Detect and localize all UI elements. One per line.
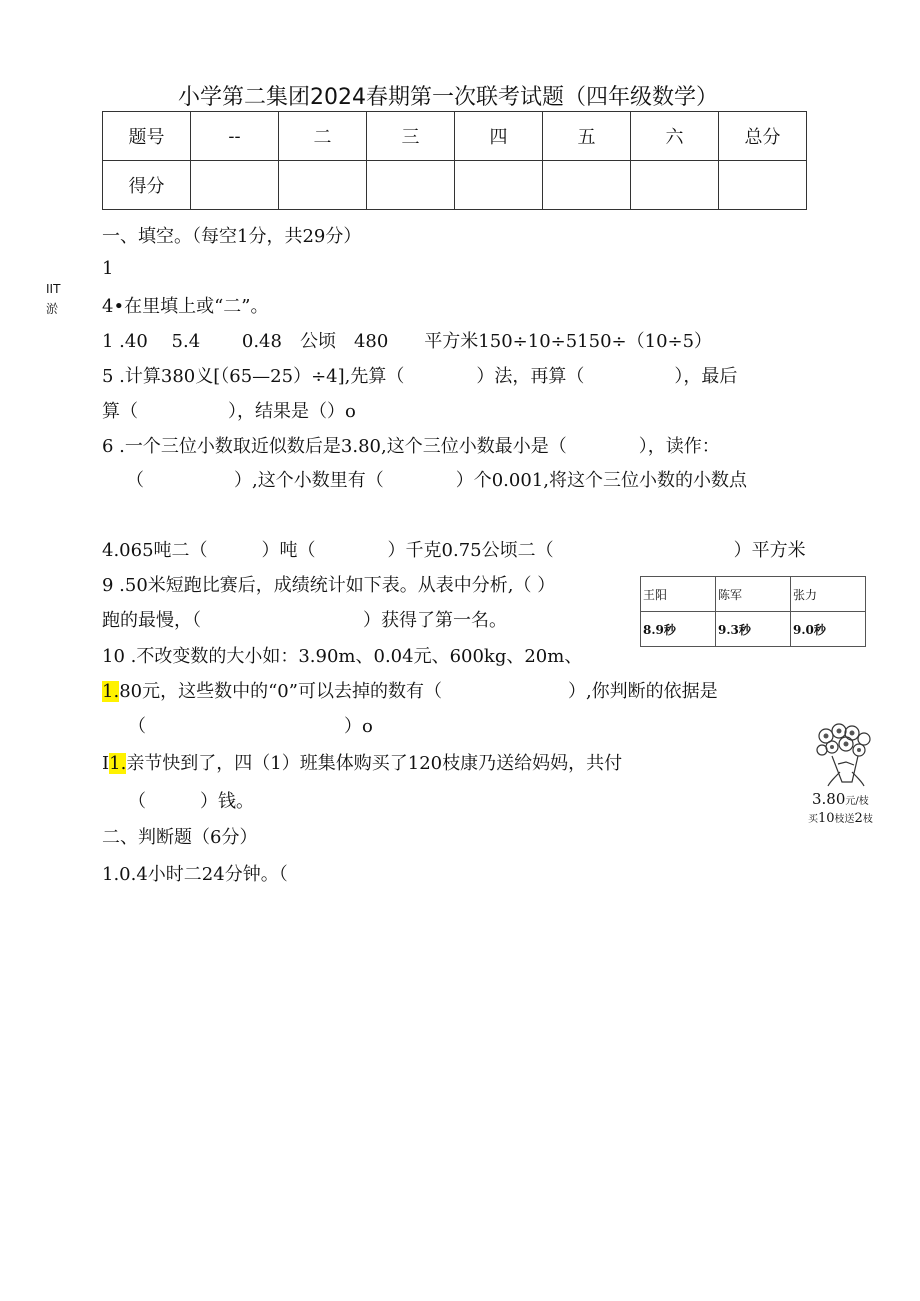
- question-line: 4.065吨二（ ）吨（ ）千克0.75公顷二（ ）平方米: [102, 540, 806, 561]
- score-cell: [631, 161, 719, 210]
- score-table-header-row: [103, 112, 807, 161]
- carnation-bouquet-icon: [812, 722, 878, 790]
- score-row-label: 得分: [103, 161, 191, 210]
- score-table: [102, 111, 807, 210]
- question-line: [102, 749, 622, 775]
- score-cell: [719, 161, 807, 210]
- runner-name: 陈军: [716, 577, 791, 612]
- question-line: 10 .不改变数的大小如：3.90m、0.04元、600kg、20m、: [102, 646, 583, 667]
- question-line: 5 .计算380义[（65—25）÷4],先算（ ）法，再算（ ），最后: [102, 366, 738, 387]
- score-header-cell: 二: [279, 112, 367, 161]
- question-line: [102, 677, 718, 703]
- question-line-text: 亲节快到了，四（1）班集体购买了120枝康乃送给妈妈，共付: [126, 753, 623, 774]
- question-line: 1 .40 5.4 0.48 公顷 480 平方米150÷10÷5150÷（10÷5）: [102, 331, 713, 352]
- race-names-row: [641, 577, 866, 612]
- runner-name: 王阳: [641, 577, 716, 612]
- question-line: （ ）,这个小数里有（ ）个0.001,将这个三位小数的小数点: [126, 470, 747, 491]
- question-line: （ ）o: [128, 716, 373, 737]
- score-cell: [543, 161, 631, 210]
- flower-price-value: 3.80: [812, 790, 846, 808]
- question-line-text: 80元，这些数中的“0”可以去掉的数有（ ）,你判断的依据是: [119, 681, 718, 702]
- score-header-cell: 三: [367, 112, 455, 161]
- score-header-cell: 五: [543, 112, 631, 161]
- highlighted-number: 1.: [102, 681, 120, 702]
- runner-time: 9.0秒: [791, 612, 866, 647]
- section2-heading: 二、判断题（6分）: [102, 827, 258, 848]
- flower-deal: [808, 810, 873, 826]
- score-cell: [191, 161, 279, 210]
- score-cell: [455, 161, 543, 210]
- score-cell: [279, 161, 367, 210]
- exam-title: 小学第二集团2024春期第一次联考试题（四年级数学）: [178, 85, 718, 110]
- runner-name: 张力: [791, 577, 866, 612]
- deal-give-count: 2: [854, 811, 863, 826]
- question-line: 1.0.4小时二24分钟。（: [102, 864, 288, 885]
- question-line: 算（ ），结果是（）o: [102, 401, 356, 422]
- score-header-cell: --: [191, 112, 279, 161]
- question-line: 跑的最慢，（ ）获得了第一名。: [102, 610, 507, 631]
- score-header-cell: 六: [631, 112, 719, 161]
- score-table-score-row: [103, 161, 807, 210]
- race-times-row: [641, 612, 866, 647]
- runner-time: 8.9秒: [641, 612, 716, 647]
- runner-time: 9.3秒: [716, 612, 791, 647]
- score-header-cell: 总分: [719, 112, 807, 161]
- score-header-cell: 四: [455, 112, 543, 161]
- flower-price-unit: 元/枝: [845, 796, 869, 807]
- question-line: 6 .一个三位小数取近似数后是3.80,这个三位小数最小是（ ），读作：: [102, 436, 720, 457]
- score-header-cell: 题号: [103, 112, 191, 161]
- deal-buy-count: 10: [818, 811, 835, 826]
- side-mark: 淤: [46, 302, 59, 316]
- question-line: 9 .50米短跑比赛后，成绩统计如下表。从表中分析,（ ）: [102, 575, 556, 596]
- side-mark: IIT: [46, 282, 61, 296]
- question-line: 1: [102, 258, 114, 279]
- deal-buy: 买: [808, 814, 818, 825]
- deal-give-unit: 枝: [862, 814, 873, 825]
- race-results-table: [640, 576, 866, 647]
- highlighted-number: 1.: [109, 753, 127, 774]
- score-cell: [367, 161, 455, 210]
- flower-price: [812, 790, 869, 808]
- deal-give: 枝送: [834, 814, 855, 825]
- question-line: （ ）钱。: [128, 791, 254, 812]
- question-line: 4•在里填上或“二”。: [102, 296, 269, 317]
- section1-heading: 一、填空。（每空1分，共29分）: [102, 226, 362, 247]
- question-prefix: I: [102, 753, 110, 774]
